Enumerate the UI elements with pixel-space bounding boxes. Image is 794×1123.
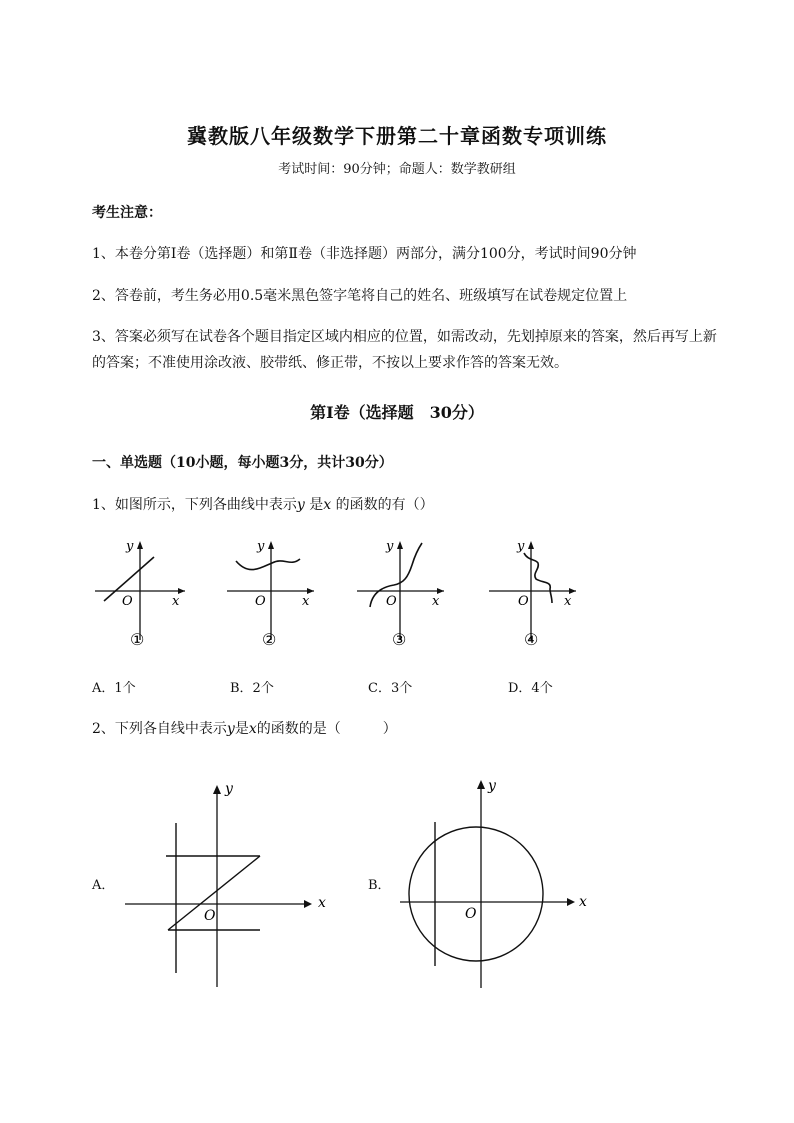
svg-text:①: ① — [130, 630, 145, 649]
svg-text:y: y — [386, 539, 394, 554]
q1-option-d[interactable]: D．4个 — [508, 681, 553, 696]
question-1-stem: 1、如图所示，下列各曲线中表示y 是x 的函数的有（） — [92, 497, 434, 513]
q2-option-a-label[interactable]: A． — [92, 878, 115, 893]
svg-text:x: x — [432, 594, 440, 609]
svg-text:②: ② — [262, 630, 277, 649]
exam-info: 考试时间：90分钟；命题人：数学教研组 — [278, 162, 516, 177]
section-title: 第I卷（选择题 30分） — [310, 403, 484, 422]
svg-text:O: O — [518, 594, 529, 609]
svg-text:x: x — [302, 594, 310, 609]
q1-figure-4 — [484, 535, 584, 650]
svg-text:y: y — [126, 539, 134, 554]
svg-text:O: O — [255, 594, 266, 609]
svg-text:x: x — [564, 594, 572, 609]
q2-option-b-graph — [395, 770, 605, 995]
notice-item-1: 1、本卷分第I卷（选择题）和第Ⅱ卷（非选择题）两部分，满分100分，考试时间90分钟 — [92, 246, 637, 262]
page-title: 冀教版八年级数学下册第二十章函数专项训练 — [187, 124, 607, 148]
svg-text:y: y — [225, 781, 233, 797]
svg-text:y: y — [257, 539, 265, 554]
svg-text:O: O — [204, 908, 216, 924]
q1-option-a[interactable]: A．1个 — [92, 681, 136, 696]
q2-option-a-graph — [120, 775, 340, 995]
q1-option-c[interactable]: C．3个 — [368, 681, 413, 696]
svg-text:x: x — [172, 594, 180, 609]
notice-heading: 考生注意： — [92, 205, 162, 221]
notice-item-3: 3、答案必须写在试卷各个题目指定区域内相应的位置，如需改动，先划掉原来的答案，然后再写上新 — [92, 329, 717, 345]
svg-text:y: y — [517, 539, 525, 554]
q2-option-b-label[interactable]: B． — [368, 878, 391, 893]
q1-figure-1 — [90, 535, 190, 650]
svg-text:x: x — [318, 895, 326, 911]
svg-text:O: O — [465, 906, 477, 922]
svg-text:O: O — [386, 594, 397, 609]
svg-text:③: ③ — [392, 630, 407, 649]
svg-text:O: O — [122, 594, 133, 609]
question-2-stem: 2、下列各自线中表示y是x的函数的是（ ） — [92, 721, 397, 737]
svg-text:x: x — [579, 894, 587, 910]
notice-item-3-cont: 的答案；不准使用涂改液、胶带纸、修正带，不按以上要求作答的答案无效。 — [92, 355, 568, 371]
q1-figure-3 — [352, 535, 452, 650]
part-title: 一、单选题（10小题，每小题3分，共计30分） — [92, 455, 393, 471]
q1-figure-2 — [222, 535, 322, 650]
q1-option-b[interactable]: B．2个 — [230, 681, 274, 696]
svg-text:④: ④ — [524, 630, 539, 649]
notice-item-2: 2、答卷前，考生务必用0.5毫米黑色签字笔将自己的姓名、班级填写在试卷规定位置上 — [92, 288, 628, 304]
svg-text:y: y — [488, 778, 496, 794]
